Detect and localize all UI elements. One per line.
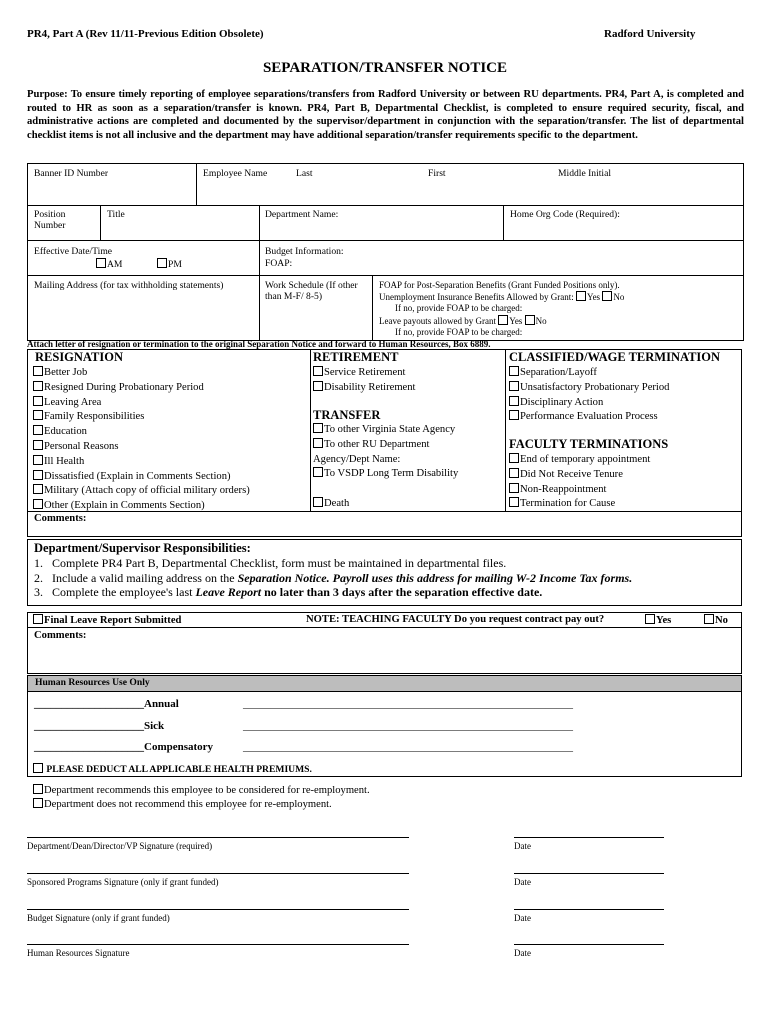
responsibility-item-2: 2. Include a valid mailing address on the Separation Notice. Payroll uses this address for mailing W-2 Income Tax forms. [34,570,633,585]
resignation-option[interactable]: Better Job [33,366,250,381]
checkbox[interactable] [313,423,323,433]
signature-label: Human Resources Signature [27,948,130,958]
signature-line[interactable] [27,909,409,910]
work-schedule-label: Work Schedule (If other than M-F/ 8-5) [265,280,358,303]
final-leave-checkbox[interactable] [33,614,43,624]
foap-label: FOAP: [265,258,293,269]
contract-payout-yes[interactable]: Yes [645,614,671,626]
position-number-label: Position Number [34,209,66,232]
teaching-faculty-note: NOTE: TEACHING FACULTY Do you request contract pay out? [306,614,605,625]
compensatory-leave-field[interactable]: ____________________Compensatory [34,741,214,753]
classified-option[interactable]: Separation/Layoff [509,366,669,381]
banner-id-label: Banner ID Number [34,168,109,179]
classified-heading: CLASSIFIED/WAGE TERMINATION [509,350,721,364]
comments-label: Comments: [34,513,87,524]
resignation-option[interactable]: Personal Reasons [33,440,250,455]
purpose-text: Purpose: To ensure timely reporting of employee separations/transfers from Radford University or between RU departments. PR4, Part A, is completed and routed to HR as soon as a separation/transfer is known. PR4, Part B, Departmental Checklist, is completed to ensure required security, fiscal, and administrative actions are completed and documented by the supervisor/department in conjunction with the separation/transfer. The list of departmental checklist items is not all inclusive and the department may have additional separation/transfer requirements specific to the department. [27,89,744,141]
unemployment-no-checkbox[interactable] [602,291,612,301]
recommend-reemployment-option[interactable]: Department recommends this employee to be considered for re-employment. [33,784,370,798]
compensatory-leave-line[interactable]: ____________________________________________________________ [243,741,573,753]
resignation-list [33,366,250,514]
contract-payout-no[interactable]: No [704,614,728,626]
checkbox[interactable] [313,467,323,477]
leave-payouts-label: Leave payouts allowed by Grant [379,316,496,326]
home-org-code-label: Home Org Code (Required): [510,209,620,220]
faculty-list [509,453,650,512]
reemployment-options [33,784,370,811]
resignation-option[interactable]: Resigned During Probationary Period [33,381,250,396]
signature-label: Budget Signature (only if grant funded) [27,913,170,923]
checkbox[interactable] [313,381,323,391]
unemployment-label: Unemployment Insurance Benefits Allowed by Grant: [379,292,574,302]
checkbox[interactable] [33,470,43,480]
leave-payouts-yes-checkbox[interactable] [498,315,508,325]
middle-initial-label: Middle Initial [558,168,612,179]
resignation-heading: RESIGNATION [35,350,123,364]
retirement-heading: RETIREMENT [313,350,399,364]
sick-leave-line[interactable]: ____________________________________________________________ [243,720,573,732]
death-option[interactable]: Death [313,497,458,512]
checkbox[interactable] [509,497,519,507]
resignation-option[interactable]: Military (Attach copy of official military orders) [33,484,250,499]
contract-payout-yes-checkbox[interactable] [645,614,655,624]
resignation-option[interactable]: Family Responsibilities [33,410,250,425]
leave-payouts-row: Leave payouts allowed by Grant Yes No [379,316,547,326]
transfer-option[interactable]: To other Virginia State Agency [313,423,458,438]
department-name-label: Department Name: [265,209,339,220]
checkbox[interactable] [313,497,323,507]
signature-line[interactable] [27,944,409,945]
classified-option[interactable]: Performance Evaluation Process [509,410,669,425]
faculty-option[interactable]: End of temporary appointment [509,453,650,468]
vsdp-option[interactable]: To VSDP Long Term Disability [313,467,458,482]
checkbox[interactable] [33,381,43,391]
am-checkbox[interactable] [96,258,106,268]
date-line[interactable] [514,944,664,945]
institution-name: Radford University [604,28,696,40]
sick-leave-field[interactable]: ____________________Sick [34,720,165,732]
retirement-option[interactable]: Service Retirement [313,366,416,381]
checkbox[interactable] [33,366,43,376]
date-line[interactable] [514,873,664,874]
classified-option[interactable]: Unsatisfactory Probationary Period [509,381,669,396]
unemployment-row: Unemployment Insurance Benefits Allowed by Grant: Yes No [379,292,625,302]
resignation-option[interactable]: Other (Explain in Comments Section) [33,499,250,514]
annual-leave-field[interactable]: ____________________Annual [34,698,179,710]
resignation-option[interactable]: Dissatisfied (Explain in Comments Section) [33,470,250,485]
checkbox[interactable] [509,410,519,420]
checkbox[interactable] [33,455,43,465]
checkbox[interactable] [509,366,519,376]
checkbox[interactable] [509,453,519,463]
if-no-foap-label-2: If no, provide FOAP to be charged: [395,327,523,337]
checkbox[interactable] [33,784,43,794]
checkbox[interactable] [33,396,43,406]
resignation-option[interactable]: Ill Health [33,455,250,470]
retirement-option[interactable]: Disability Retirement [313,381,416,396]
responsibility-item-3: 3. Complete the employee's last Leave Report no later than 3 days after the separation effective date. [34,585,543,599]
annual-leave-line[interactable]: ____________________________________________________________ [243,698,573,710]
checkbox[interactable] [33,410,43,420]
signature-label: Department/Dean/Director/VP Signature (required) [27,841,213,851]
date-label: Date [514,913,531,923]
if-no-foap-label: If no, provide FOAP to be charged: [395,303,523,313]
mailing-address-label: Mailing Address (for tax withholding statements) [34,280,224,291]
transfer-list [313,423,458,512]
am-option[interactable]: AM [96,258,122,270]
first-name-label: First [428,168,446,179]
agency-dept-name-label: Agency/Dept Name: [313,453,401,465]
hr-use-only-heading: Human Resources Use Only [35,677,150,688]
leave-payouts-no-checkbox[interactable] [525,315,535,325]
contract-payout-no-checkbox[interactable] [704,614,714,624]
employee-name-label: Employee Name [203,168,268,179]
signature-line[interactable] [27,873,409,874]
checkbox[interactable] [33,484,43,494]
checkbox[interactable] [313,438,323,448]
pm-option[interactable]: PM [157,258,182,270]
effective-date-label: Effective Date/Time [34,246,113,257]
foap-post-separation-label: FOAP for Post-Separation Benefits (Grant Funded Positions only). [379,280,620,290]
checkbox[interactable] [313,366,323,376]
checkbox[interactable] [33,798,43,808]
unemployment-yes-checkbox[interactable] [576,291,586,301]
title-label: Title [107,209,125,220]
checkbox[interactable] [509,396,519,406]
not-recommend-reemployment-option[interactable]: Department does not recommend this employee for re-employment. [33,798,370,812]
faculty-option[interactable]: Did Not Receive Tenure [509,468,650,483]
checkbox[interactable] [33,425,43,435]
checkbox[interactable] [33,499,43,509]
spacer [313,482,458,497]
signature-label: Sponsored Programs Signature (only if grant funded) [27,877,219,887]
resignation-option[interactable]: Leaving Area [33,396,250,411]
comments-label-2: Comments: [34,630,87,641]
checkbox[interactable] [509,381,519,391]
faculty-option[interactable]: Non-Reappointment [509,483,650,498]
transfer-heading: TRANSFER [313,408,381,422]
deduct-premiums-checkbox[interactable] [33,763,43,773]
date-line[interactable] [514,837,664,838]
classified-option[interactable]: Disciplinary Action [509,396,669,411]
checkbox[interactable] [509,468,519,478]
comments-box[interactable] [27,511,742,537]
checkbox[interactable] [33,440,43,450]
responsibilities-list [34,556,632,600]
checkbox[interactable] [509,483,519,493]
budget-information-label: Budget Information: [265,246,344,257]
resignation-option[interactable]: Education [33,425,250,440]
page-title: SEPARATION/TRANSFER NOTICE [262,60,508,76]
form-id: PR4, Part A (Rev 11/11-Previous Edition Obsolete) [27,28,264,40]
transfer-option[interactable]: To other RU Department [313,438,458,453]
last-name-label: Last [296,168,313,179]
signature-line[interactable] [27,837,409,838]
attach-note: Attach letter of resignation or termination to the original Separation Notice and forward to Human Resources, Box 6889. [27,339,491,349]
faculty-heading: FACULTY TERMINATIONS [509,437,669,451]
date-label: Date [514,877,531,887]
pm-checkbox[interactable] [157,258,167,268]
retirement-list [313,366,416,396]
deduct-premiums-option[interactable]: PLEASE DEDUCT ALL APPLICABLE HEALTH PREMIUMS. [33,763,312,775]
date-line[interactable] [514,909,664,910]
faculty-option[interactable]: Termination for Cause [509,497,650,512]
responsibilities-heading: Department/Supervisor Responsibilities: [34,541,251,555]
responsibility-item-1: 1. Complete PR4 Part B, Departmental Checklist, form must be maintained in departmental files. [34,556,507,570]
final-leave-option[interactable]: Final Leave Report Submitted [33,614,181,626]
classified-list [509,366,669,425]
date-label: Date [514,948,531,958]
date-label: Date [514,841,531,851]
